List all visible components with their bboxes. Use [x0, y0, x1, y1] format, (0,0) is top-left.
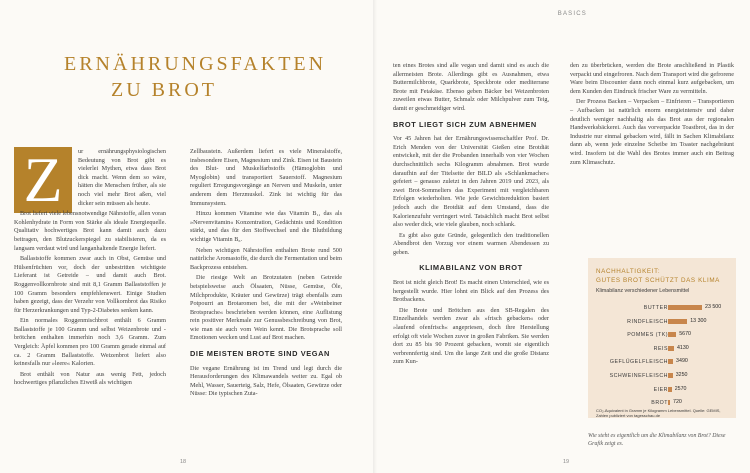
info-box-heading: [596, 267, 720, 285]
section-heading: KLIMABILANZ VON BROT: [419, 263, 523, 273]
chart-source-note: CO₂-Äquivalent in Gramm je Kilogramm Lebensmittel. Quelle: GEMIS, Zahlen publiziert von tagesschau.de: [596, 408, 721, 418]
chart-bar: [668, 346, 674, 351]
chart-row: [596, 302, 736, 316]
chart-value-label: 23 500: [705, 304, 722, 310]
page-number-right: 19: [563, 459, 570, 465]
chart-row: [596, 343, 736, 357]
paragraph: Brot enthält von Natur aus wenig Fett, jedoch hochwertiges pflanzliches Eiweiß als wichtigen: [14, 370, 166, 387]
paragraph: Brot liefert viele lebensnotwendige Nährstoffe, allen voran Kohlenhydrate in Form von Stärke als ideale Energiequelle. Qualitativ hochwertiges Brot kann damit auch dazu beitragen, den Blutzuckerspiegel zu stabilisieren, da es langsam verdaut wird und langanhaltende Energie liefert.: [14, 210, 166, 252]
column-4: [570, 62, 734, 169]
chart-bar: [668, 400, 670, 405]
chart-bar: [668, 332, 676, 337]
chart-category-label: POMMES (TK): [627, 332, 668, 339]
chart-value-label: 3490: [676, 358, 688, 365]
paragraph: ur ernährungsphysiologischen Bedeutung von Brot gibt es vielerlei Mythen, etwa dass Brot dick macht. Wenn dem so wäre, hätten die Menschen früher, als sie noch viel mehr Brot aßen, viel dicker sein müssen als heute.: [78, 148, 166, 207]
chart-category-label: REIS: [653, 345, 668, 352]
chart-bar: [668, 387, 672, 392]
chart-bar: [668, 359, 673, 364]
chart-value-label: 720: [673, 399, 682, 406]
chart-row: [596, 329, 736, 343]
running-head: BASICS: [557, 11, 587, 17]
paragraph: Ballaststoffe kommen zwar auch in Obst, Gemüse und Hülsenfrüchten vor, doch der unbestritten wichtigste Lieferant ist Getreide – und damit auch Brot. Roggenvollkornbrote sind mit 8,1 Gramm Ballaststoffen je 100 Gramm besonders empfehlenswert. Einige Studien haben gezeigt, dass der Verzehr von Vollkornbrot das Risiko für Herzerkrankungen und Typ-2-Diabetes senken kann.: [14, 255, 166, 314]
paragraph: Neben wichtigen Nährstoffen enthalten Brote rund 500 natürliche Aromastoffe, die durch die Fermentation und beim Backprozess entstehen.: [190, 246, 342, 271]
chart-value-label: 13 300: [690, 317, 707, 324]
paragraph: Es gibt also gute Gründe, gelegentlich den traditionellen Abendbrot den Vorzug vor einem warmen Abendessen zu geben.: [393, 231, 549, 256]
chart-bar: [668, 319, 687, 324]
section-heading: BROT LIEGT SICH ZUM ABNEHMEN: [393, 119, 537, 129]
paragraph: Vor 45 Jahren hat der Ernährungswissenschaftler Prof. Dr. Erich Menden von der Universität Gießen eine Brotdiät entwickelt, mit der die Probanden innerhalb von vier Wochen durchschnittlich sechs Kilogramm abnahmen. Brot wurde daraufhin auf der Titelseite der BILD als »Schlankmacher« gefeiert – genauso zuletzt in den Jahren 2019 und 2023, als zwei Brot-Sommeliers das Experiment mit vergleichbaren Erfolgen wiederholten. Wie jede Gewichtsreduktion basiert jedoch auch die Brotdiät auf dem Umstand, dass die Kalorienzufuhr verringert wird. Tatsächlich macht Brot selbst also weder dick, wie viele glauben, noch schlank.: [393, 135, 549, 229]
paragraph: Der Prozess Backen – Verpacken – Einfrieren – Transportieren – Aufbacken ist natürlich enorm energieintensiv und daher deutlich weniger nachhaltig als das Brot aus der regionalen Handwerksbäckerei. Auch das vorverpackte Toastbrot, das in der Industrie nur einmal gebacken wird, fällt in Sachen Klimabilanz dann ab, wenn jede einzelne Scheibe im Toaster nachgebräunt wird. Insofern ist die Wahl des Brotes immer auch ein Beitrag zum Klimaschutz.: [570, 98, 734, 166]
paragraph: den zu überbrücken, werden die Brote anschließend in Plastik verpackt und eingefroren. Nach dem Transport wird die gefrorene Ware beim Discounter dann noch einmal kurz aufgebacken, um dem Kunden den Eindruck frischer Ware zu vermitteln.: [570, 62, 734, 95]
chart-value-label: 5670: [679, 331, 691, 338]
info-box-heading-line-2: GUTES BROT SCHÜTZT DAS KLIMA: [596, 277, 720, 284]
chart-row: [596, 384, 736, 398]
chart-category-label: BUTTER: [643, 305, 668, 311]
paragraph: Brot ist nicht gleich Brot! Es macht einen Unterschied, wie es hergestellt wurde. Hier lohnt ein Blick auf den Prozess des Brotbackens.: [393, 279, 549, 304]
paragraph: Die Brote und Brötchen aus den SB-Regalen des Einzelhandels werden zwar als »frisch gebacken« oder »laufend ofenfrisch« angepriesen, doch ihre Herstellung erfolgt oft viele Wochen zuvor in großen Fabriken. Sie werden dort zu 85 bis 90 Prozent gebacken, womit sie eigentlich verbrennfertig sind. Um die lange Zeit und die große Distanz zum Kun-: [393, 306, 549, 366]
column-3: [393, 62, 549, 369]
column-2: [190, 148, 342, 401]
chart-row: [596, 370, 736, 384]
info-box-heading-line-1: NACHHALTIGKEIT:: [596, 268, 661, 275]
chart-category-label: RINDFLEISCH: [627, 318, 668, 325]
chart-bar: [668, 305, 702, 310]
paragraph: Hinzu kommen Vitamine wie das Vitamin B₁, das als »Nervenvitamin« Konzentration, Gedächtnis und Kondition stärkt, und das für den Stoffwechsel und die Blutbildung wichtige Vitamin B₆.: [190, 210, 342, 243]
column-1: [14, 148, 166, 390]
chart-bar: [668, 373, 673, 378]
chart-title: Klimabilanz verschiedener Lebensmittel: [596, 288, 690, 294]
paragraph: Ein normales Roggenmischbrot enthält 6 Gramm Ballaststoffe je 100 Gramm und selbst Weizenbrote und -brötchen enthalten immerhin noch 3,6 Gramm. Zum Vergleich: Äpfel kommen pro 100 Gramm gerade einmal auf ca. 2 Gramm Ballaststoffe. Weizenbrot liefert also keinesfalls nur »leere« Kalorien.: [14, 317, 166, 368]
chart-value-label: 4130: [676, 344, 689, 351]
title-line-1: ERNÄHRUNGSFAKTEN: [64, 53, 327, 75]
chart-row: [596, 356, 736, 370]
paragraph: ten eines Brotes sind alle vegan und damit sind es auch die allermeisten Brote. Allerdings gibt es Ausnahmen, etwa Buttermilchbrote, Quarkbrote, Speckbrote oder mediterrane Brote mit Fetakäse. Ebenso geben Bäcker bei Weizenbroten zuweilen etwas Butter, Schmalz oder Milchpulver zum Teig, damit er geschmeidiger wird.: [393, 62, 549, 112]
chart-value-label: 3250: [675, 371, 688, 378]
chart-category-label: GEFLÜGELFLEISCH: [609, 359, 668, 366]
paragraph: Die riesige Welt an Brotzutaten (neben Getreide beispielsweise auch Ölsaaten, Nüsse, Gemüse, Öle, Milchprodukte, Kräuter und Gewürze) trägt ebenfalls zum Potpourri an Brotaromen bei, die mit der »Weinbeiner Brotsprache« beschrieben werden können, eine Auflistung rein positiver Merkmale zur Genussbeschreibung von Brot, wie man sie auch vom Wein kennt. Die Brotsprache soll Emotionen wecken und Lust auf Brot machen.: [190, 274, 342, 342]
chart-value-label: 2570: [674, 385, 687, 392]
chart-category-label: BROT: [651, 400, 668, 407]
book-gutter: [373, 0, 377, 473]
page-number-left: 18: [180, 459, 187, 465]
chart-row: [596, 316, 736, 330]
page-title: [64, 51, 327, 103]
chart-category-label: EIER: [653, 386, 668, 393]
info-box: [588, 258, 736, 418]
paragraph: Die vegane Ernährung ist im Trend und legt durch die Herausforderungen des Klimawandels weiter zu. Egal ob Mehl, Wasser, Sauerteig, Salz, Hefe, Ölsaaten, Gewürze oder Nüsse: Die typischen Zuta-: [190, 364, 342, 398]
title-line-2: ZU BROT: [111, 79, 217, 101]
figure-caption: Wie steht es eigentlich um die Klimabilanz von Brot? Diese Grafik zeigt es.: [588, 433, 726, 447]
section-heading: DIE MEISTEN BROTE SIND VEGAN: [190, 349, 330, 359]
drop-cap: Z: [14, 147, 72, 213]
bar-chart: [596, 302, 736, 411]
paragraph: Zellbaustein. Außerdem liefert es viele Mineralstoffe, insbesondere Eisen, Magnesium und Zink. Eisen ist Baustein des Blut- und Muskelfarbstoffs (Hämoglobin und Myoglobin) und transportiert Sauerstoff. Magnesium reguliert Erregungsvorgänge an Nerven und Muskeln, unter anderem dem Herzmuskel. Zink ist wichtig für das Immunsystem.: [190, 148, 342, 207]
chart-category-label: SCHWEINEFLEISCH: [609, 372, 668, 379]
